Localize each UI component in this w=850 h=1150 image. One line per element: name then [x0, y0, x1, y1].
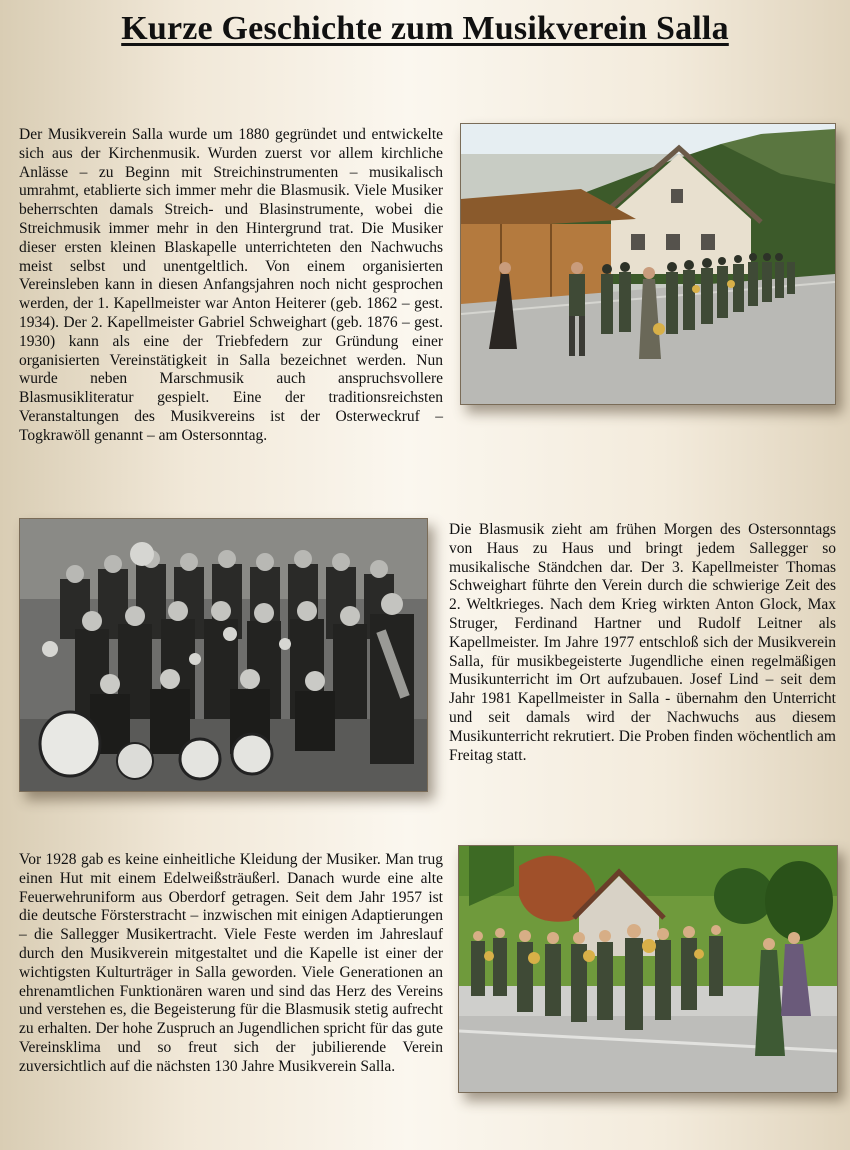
history-paragraph-easter-and-kapellmeister: Die Blasmusik zieht am frühen Morgen des Ostersonntags von Haus zu Haus und bringt jedem Sallegger so musikalische Ständchen dar. Der 3. Kapellmeister Thomas Schweighart führte den Verein durch die schwierige Zeit des 2. Weltkrieges. Nach dem Krieg wirkten Anton Glock, Max Struger, Ferdinand Hartner und Rudolf Leitner als Kapellmeister. Im Jahre 1977 entschloß sich der Musikverein Salla, für musikbegeisterte Jugendliche einen regelmäßigen Musikunterricht im Ort aufzubauen. Josef Lind – seit dem Jahr 1981 Kapellmeister in Salla - übernahm den Unterricht und seit damals wird der Nachwuchs aus diesem Musikunterricht rekrutiert. Die Proben finden wöchentlich am Freitag statt. [449, 521, 836, 764]
page-title: Kurze Geschichte zum Musikverein Salla [121, 10, 729, 47]
history-paragraph-uniform-and-community: Vor 1928 gab es keine einheitliche Kleidung der Musiker. Man trug einen Hut mit einem Edelweißsträußerl. Danach wurde eine alte Feuerwehruniform aus Oberdorf getragen. Seit dem Jahr 1957 ist die deutsche Försterstracht – inzwischen mit einigen Adaptierungen – die Sallegger Musikertracht. Viele Feste werden im Jahreslauf durch den Musikverein mitgestaltet und die Kapelle ist einer der wichtigsten Kulturträger in Salla geworden. Viele Generationen an ehrenamtlichen Funktionären waren und sind das Herz des Vereins und verstehen es, die Begeisterung für die Blasmusik stetig aufrecht zu erhalten. Der hohe Zuspruch an Jugendlichen spricht für das gute Vereinsklima und so freut sich der jubilierende Verein zuversichtlich auf die nächsten 130 Jahre Musikverein Salla. [19, 851, 443, 1075]
history-paragraph-founding: Der Musikverein Salla wurde um 1880 gegründet und entwickelte sich aus der Kirchenmusik. Wurden zuerst vor allem kirchliche Anlässe – zu Beginn mit Streichinstrumenten – musikalisch umrahmt, etablierte sich immer mehr die Blasmusik. Viele Musiker beherrschten damals Streich- und Blasinstrumente, wobei die Streichmusik immer mehr in den Hintergrund trat. Die Musiker dieser ersten kleinen Blaskapelle unterrichteten den Nachwuchs meist selbst und unentgeltlich. Von einem organisierten Vereinsleben kann in diesen Anfangsjahren noch nicht gesprochen werden, der 1. Kapellmeister war Anton Heiterer (geb. 1862 – gest. 1934). Der 2. Kapellmeister Gabriel Schweighart (geb. 1876 – gest. 1930) kann als eine der Triebfedern zur Gründung einer organisierten Vereinstätigkeit in Salla bezeichnet werden. Nun wurde neben Marschmusik auch anspruchsvollere Blasmusikliteratur gespielt. Eine der traditionsreichsten Veranstaltungen des Musikvereins ist der Osterweckruf – Togkrawöll genannt – am Ostersonntag. [19, 126, 443, 444]
photo-marching-band-street [460, 123, 836, 405]
photo-band-performing-outdoors [458, 845, 838, 1093]
photo-historic-band-group [19, 518, 428, 792]
